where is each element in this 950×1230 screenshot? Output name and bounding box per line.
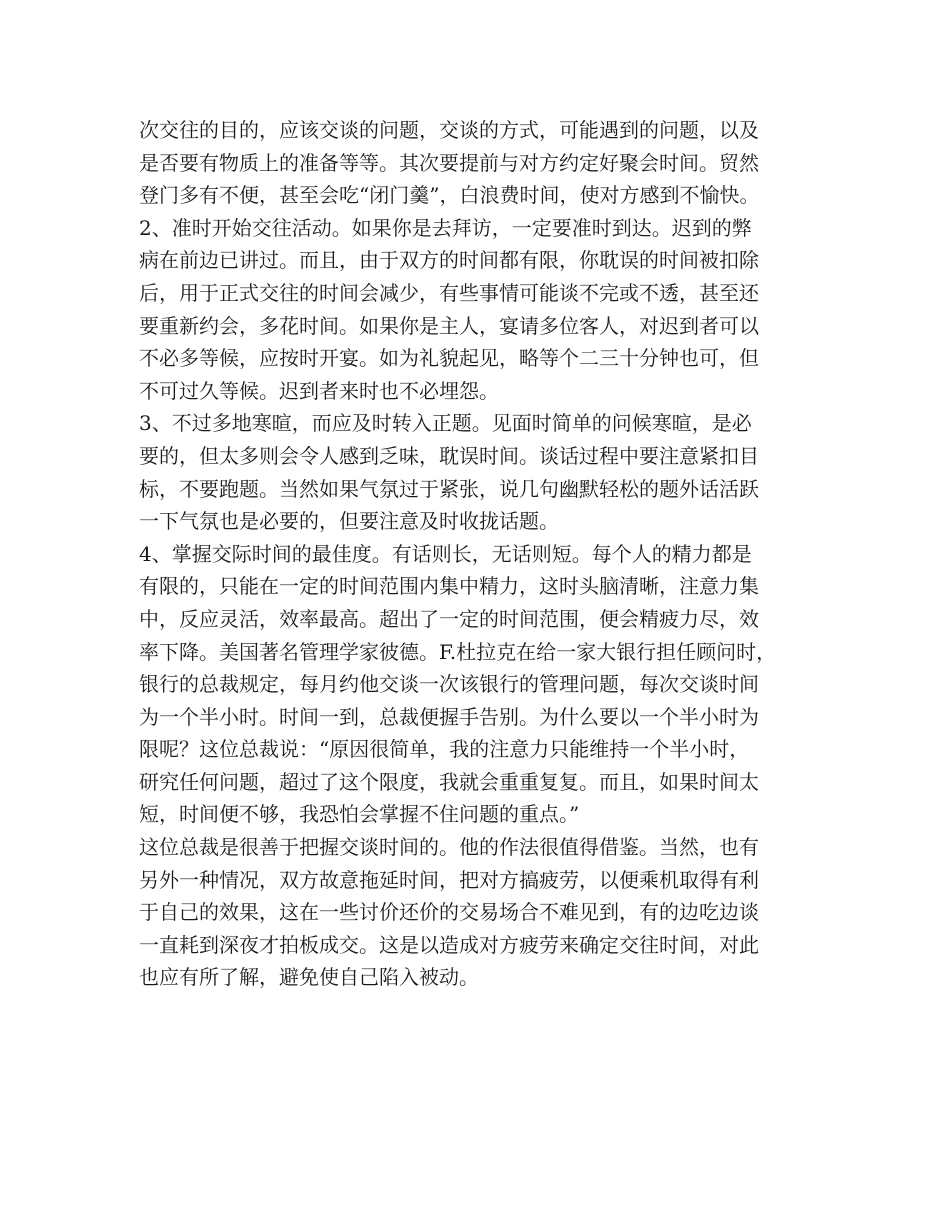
text-line: 不必多等候，应按时开宴。如为礼貌起见，略等个二三十分钟也可，但 bbox=[139, 346, 759, 371]
text-line: 研究任何问题，超过了这个限度，我就会重重复复。而且，如果时间太 bbox=[139, 769, 759, 794]
text-line: 限呢？这位总裁说：“原因很简单，我的注意力只能维持一个半小时， bbox=[139, 737, 750, 762]
text-line: 一下气氛也是必要的，但要注意及时收拢话题。 bbox=[139, 509, 559, 534]
text-line: 登门多有不便，甚至会吃“闭门羹”，白浪费时间，使对方感到不愉快。 bbox=[139, 183, 760, 208]
text-line: 也应有所了解，避免使自己陷入被动。 bbox=[139, 965, 479, 990]
text-line: 为一个半小时。时间一到，总裁便握手告别。为什么要以一个半小时为 bbox=[139, 704, 759, 729]
text-line: 银行的总裁规定，每月约他交谈一次该银行的管理问题，每次交谈时间 bbox=[139, 672, 759, 697]
text-line: 次交往的目的，应该交谈的问题，交谈的方式，可能遇到的问题，以及 bbox=[139, 118, 759, 142]
text-line: 一直耗到深夜才拍板成交。这是以造成对方疲劳来确定交往时间，对此 bbox=[139, 932, 759, 957]
text-line: 4、掌握交际时间的最佳度。有话则长，无话则短。每个人的精力都是 bbox=[139, 541, 752, 566]
text-line: 要的，但太多则会令人感到乏味，耽误时间。谈话过程中要注意紧扣目 bbox=[139, 443, 759, 468]
document-body bbox=[139, 114, 829, 994]
text-line: 这位总裁是很善于把握交谈时间的。他的作法很值得借鉴。当然，也有 bbox=[139, 835, 759, 860]
text-line: 标，不要跑题。当然如果气氛过于紧张，说几句幽默轻松的题外话活跃 bbox=[139, 476, 759, 501]
text-line: 于自己的效果，这在一些讨价还价的交易场合不难见到，有的边吃边谈 bbox=[139, 900, 759, 925]
text-line: 3、不过多地寒暄，而应及时转入正题。见面时简单的问候寒暄，是必 bbox=[139, 411, 752, 436]
text-line: 率下降。美国著名管理学家彼德。F.杜拉克在给一家大银行担任顾问时， bbox=[139, 639, 777, 664]
text-line: 是否要有物质上的准备等等。其次要提前与对方约定好聚会时间。贸然 bbox=[139, 150, 759, 175]
text-line: 有限的，只能在一定的时间范围内集中精力，这时头脑清晰，注意力集 bbox=[139, 574, 759, 599]
text-line: 另外一种情况，双方故意拖延时间，把对方搞疲劳，以便乘机取得有利 bbox=[139, 867, 759, 892]
text-line: 2、准时开始交往活动。如果你是去拜访，一定要准时到达。迟到的弊 bbox=[139, 215, 752, 240]
text-line: 要重新约会，多花时间。如果你是主人，宴请多位客人，对迟到者可以 bbox=[139, 313, 759, 338]
text-line: 短，时间便不够，我恐怕会掌握不住问题的重点。” bbox=[139, 802, 580, 827]
text-line: 不可过久等候。迟到者来时也不必埋怨。 bbox=[139, 378, 499, 403]
text-line: 后，用于正式交往的时间会减少，有些事情可能谈不完或不透，甚至还 bbox=[139, 280, 759, 305]
text-line: 中，反应灵活，效率最高。超出了一定的时间范围，便会精疲力尽，效 bbox=[139, 606, 759, 631]
text-line: 病在前边已讲过。而且，由于双方的时间都有限，你耽误的时间被扣除 bbox=[139, 248, 759, 273]
